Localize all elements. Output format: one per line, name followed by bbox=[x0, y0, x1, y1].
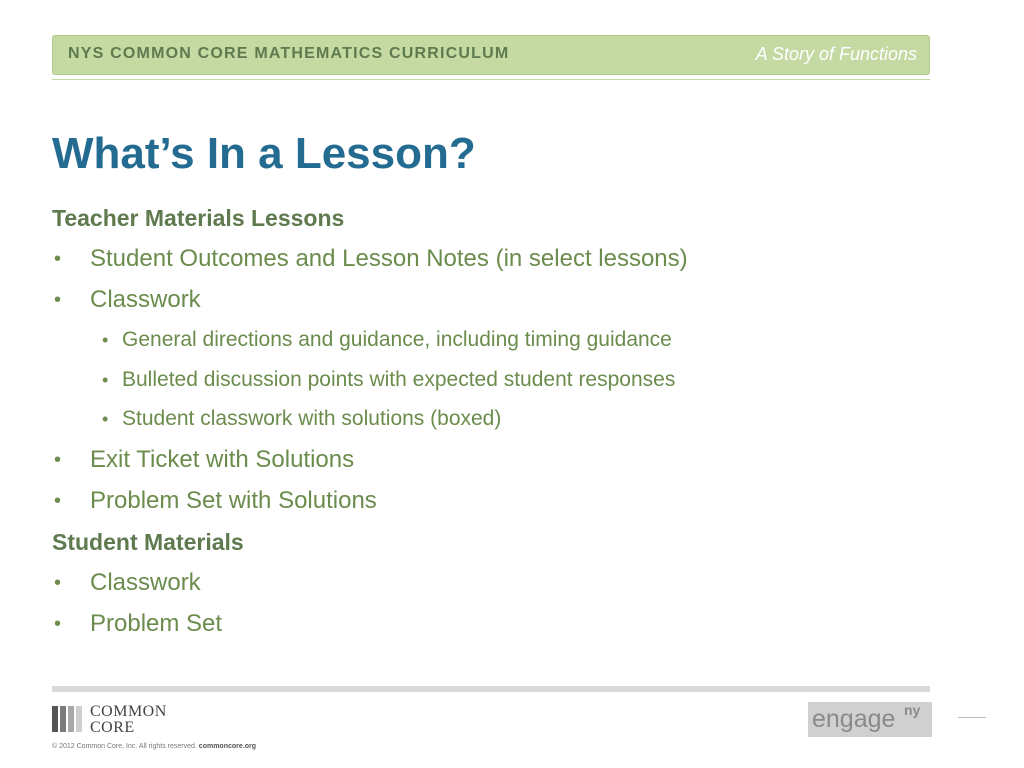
header-bar bbox=[52, 35, 930, 75]
list-item bbox=[52, 568, 912, 609]
page-marker bbox=[958, 717, 986, 718]
sub-list-item bbox=[52, 326, 912, 366]
bullet-icon: • bbox=[54, 289, 62, 311]
bullet-icon: • bbox=[102, 409, 109, 429]
curriculum-title: NYS COMMON CORE MATHEMATICS CURRICULUM bbox=[68, 45, 510, 62]
bullet-icon: • bbox=[102, 369, 109, 390]
bullet-icon: • bbox=[54, 571, 62, 594]
header-divider bbox=[52, 79, 930, 80]
sub-list-item-text: General directions and guidance, including timing guidance bbox=[122, 328, 672, 351]
bullet-icon: • bbox=[54, 612, 62, 635]
common-core-wordmark: COMMON CORE bbox=[90, 703, 167, 736]
list-item bbox=[52, 445, 912, 486]
sub-list-item-text: Student classwork with solutions (boxed) bbox=[122, 407, 502, 430]
bullet-icon: • bbox=[102, 330, 109, 350]
sub-list-item bbox=[52, 405, 912, 445]
lesson-contents-list bbox=[52, 203, 912, 650]
common-core-logo bbox=[52, 704, 192, 738]
sub-list-item bbox=[52, 366, 912, 406]
sub-list-item-text: Bulleted discussion points with expected student responses bbox=[122, 367, 676, 391]
list-item-text: Classwork bbox=[90, 286, 201, 313]
list-item-text: Problem Set bbox=[90, 609, 223, 637]
footer-divider bbox=[52, 686, 930, 692]
teacher-materials-heading: Teacher Materials Lessons bbox=[52, 205, 345, 231]
list-item bbox=[52, 609, 912, 650]
list-item-text: Student Outcomes and Lesson Notes (in select lessons) bbox=[90, 245, 688, 272]
list-item-text: Exit Ticket with Solutions bbox=[90, 445, 355, 473]
copyright-link[interactable]: commoncore.org bbox=[198, 743, 256, 750]
common-core-bars-icon bbox=[52, 706, 84, 737]
engageny-logo bbox=[808, 702, 932, 737]
story-title: A Story of Functions bbox=[755, 44, 917, 64]
student-materials-heading: Student Materials bbox=[52, 528, 244, 555]
bullet-icon: • bbox=[54, 448, 62, 471]
slide-title: What’s In a Lesson? bbox=[52, 129, 476, 178]
list-item bbox=[52, 285, 912, 326]
list-item-text: Classwork bbox=[90, 568, 201, 596]
engage-wordmark: engage bbox=[812, 705, 896, 733]
bullet-icon: • bbox=[54, 248, 62, 270]
list-item bbox=[52, 244, 912, 285]
list-item-text: Problem Set with Solutions bbox=[90, 486, 377, 514]
bullet-icon: • bbox=[54, 489, 62, 512]
list-item bbox=[52, 486, 912, 527]
copyright-notice: © 2012 Common Core, Inc. All rights reserved. commoncore.org bbox=[52, 743, 256, 750]
engage-ny-superscript: ny bbox=[904, 702, 921, 718]
